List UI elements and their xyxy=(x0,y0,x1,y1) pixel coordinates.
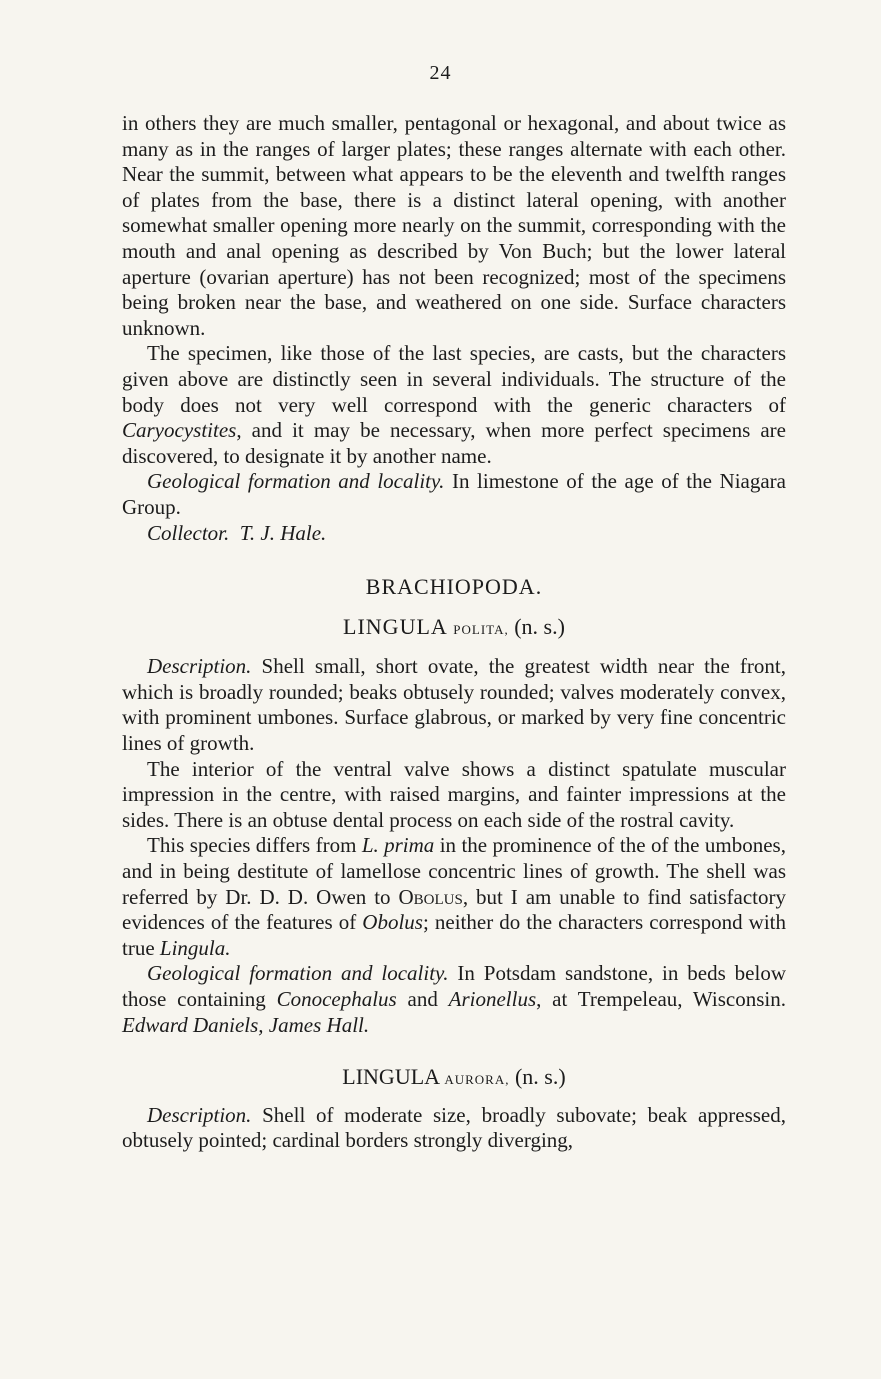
genus-name: Caryocystites xyxy=(122,418,237,443)
genus-name: Arionellus xyxy=(448,987,537,1011)
text-run: In limestone of the age of the Niagara Group. xyxy=(122,469,786,519)
text-run: ; neither do the characters correspond with true xyxy=(122,910,786,960)
class-heading: BRACHIOPODA. xyxy=(365,574,543,600)
new-species-note: (n. s.) xyxy=(514,1064,566,1090)
collector-name: T. J. Hale. xyxy=(239,520,327,545)
genus-name: Obolus xyxy=(362,910,423,935)
page-number: 24 xyxy=(429,62,452,84)
note-label: Collector. xyxy=(147,520,230,545)
genus-heading: LINGULA xyxy=(342,1064,439,1090)
description-paragraph xyxy=(122,654,786,756)
species-name: L. prima xyxy=(361,833,435,858)
text-run: , at Trempeleau, Wisconsin. xyxy=(536,987,786,1011)
text-run: in the prominence of the of the umbones, and in being destitute of lamellose concentric lines of growth. The shell was referred by Dr. D. D. Owen to xyxy=(122,833,786,909)
geological-formation-note xyxy=(122,469,786,520)
description-paragraph xyxy=(122,1103,786,1154)
genus-name: Conocephalus xyxy=(276,987,397,1011)
text-run: The specimen, like those of the last species, are casts, but the characters given above are distinctly seen in several individuals. The structure of the body does not very well correspond with the generic characters of xyxy=(122,341,786,417)
text-run: , and it may be necessary, when more perfect specimens are discovered, to designate it by another name. xyxy=(122,418,786,468)
text-column xyxy=(122,111,786,1154)
collector-note xyxy=(122,521,786,547)
text-run: Shell of moderate size, broadly subovate; beak appressed, obtusely pointed; cardinal borders strongly diverging, xyxy=(122,1102,786,1153)
note-label: Description. xyxy=(147,1102,252,1127)
paragraph-specimen xyxy=(122,341,786,469)
genus-name: Obolus xyxy=(398,884,463,909)
genus-name: Lingula. xyxy=(159,935,231,960)
new-species-note: (n. s.) xyxy=(514,613,565,639)
species-heading xyxy=(122,1064,786,1093)
species-name: AURORA, xyxy=(444,1072,510,1088)
note-label: Description. xyxy=(147,654,252,679)
collector-names: Edward Daniels, James Hall. xyxy=(122,1012,370,1037)
comparison-paragraph xyxy=(122,833,786,961)
interior-paragraph: The interior of the ventral valve shows a distinct spatulate muscular impression in the centre, with raised margins, and fainter impressions at the sides. There is an obtuse dental process on each side of the rostral cavity. xyxy=(122,756,786,832)
paragraph-continued: in others they are much smaller, pentagonal or hexagonal, and about twice as many as in the ranges of larger plates; these ranges alternate with each other. Near the summit, between what appears to be the eleventh and twelfth ranges of plates from the base, there is a distinct lateral opening, with another somewhat smaller opening more nearly on the summit, corresponding with the mouth and anal opening as described by Von Buch; but the lower lateral aperture (ovarian aperture) has not been recognized; most of the specimens being broken near the base, and weathered on one side. Surface characters unknown. xyxy=(122,111,786,340)
text-run: and xyxy=(396,987,449,1011)
note-label: Geological formation and locality. xyxy=(147,961,449,986)
text-run: Shell small, short ovate, the greatest width near the front, which is broadly rounded; beaks obtusely rounded; valves moderately convex, with prominent umbones. Surface glabrous, or marked by very fine concentric lines of growth. xyxy=(122,654,786,756)
species-name: POLITA, xyxy=(453,621,509,637)
species-heading xyxy=(122,614,786,643)
text-run: This species differs from xyxy=(147,833,362,858)
text-run: In Potsdam sandstone, in beds below those containing xyxy=(122,961,786,1011)
geological-formation-note xyxy=(122,961,786,1038)
genus-heading: LINGULA xyxy=(343,613,448,639)
text-run: , but I am unable to find satisfactory evidences of the features of xyxy=(122,884,786,935)
note-label: Geological formation and locality. xyxy=(147,469,445,494)
